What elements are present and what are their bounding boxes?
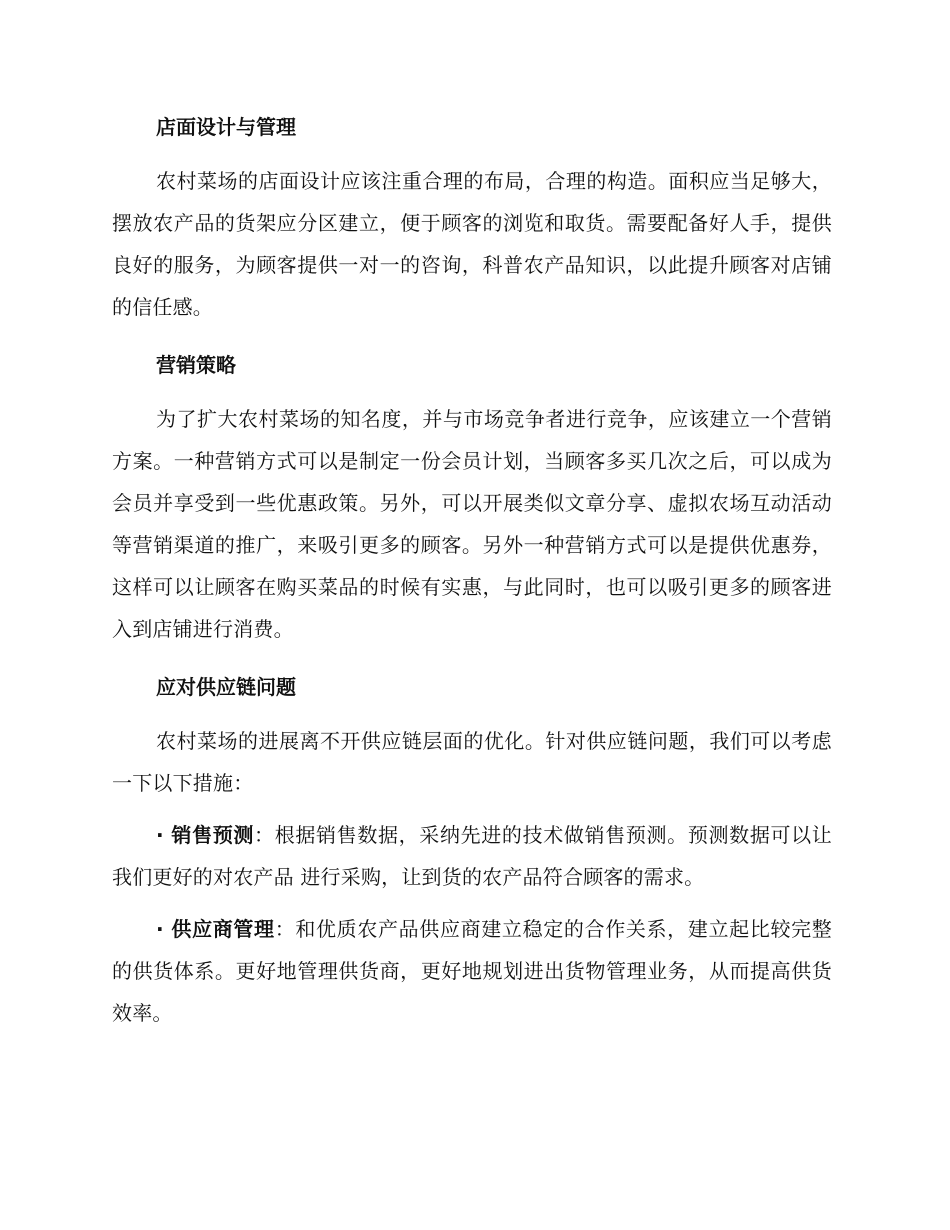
- section-heading-storefront: 店面设计与管理: [156, 115, 296, 139]
- section-paragraph-storefront: 农村菜场的店面设计应该注重合理的布局，合理的构造。面积应当足够大，摆放农产品的货架应分区建立，便于顾客的浏览和取货。需要配备好人手，提供良好的服务，为顾客提供一对一的咨询，科普农产品知识，以此提升顾客对店铺的信任感。: [112, 169, 832, 319]
- section-heading-marketing: 营销策略: [156, 353, 236, 377]
- section-paragraph-marketing: 为了扩大农村菜场的知名度，并与市场竞争者进行竞争，应该建立一个营销方案。一种营销方式可以是制定一份会员计划，当顾客多买几次之后，可以成为会员并享受到一些优惠政策。另外，可以开展类似文章分享、虚拟农场互动活动等营销渠道的推广，来吸引更多的顾客。另外一种营销方式可以是提供优惠券，这样可以让顾客在购买菜品的时候有实惠，与此同时，也可以吸引更多的顾客进入到店铺进行消费。: [112, 407, 832, 641]
- bullet-text-supplier-management: ：和优质农产品供应商建立稳定的合作关系，建立起比较完整的供货体系。更好地管理供货商，更好地规划进出货物管理业务，从而提高供货效率。: [112, 917, 832, 1025]
- bullet-item-sales-forecast: [112, 814, 832, 898]
- section-heading-supply-chain: 应对供应链问题: [156, 675, 296, 699]
- bullet-item-supplier-management: [112, 908, 832, 1034]
- section-paragraph-supply-chain: 农村菜场的进展离不开供应链层面的优化。针对供应链问题，我们可以考虑一下以下措施：: [112, 729, 832, 795]
- bullet-text-sales-forecast: ：根据销售数据，采纳先进的技术做销售预测。预测数据可以让我们更好的对农产品 进行采购，让到货的农产品符合顾客的需求。: [112, 823, 832, 889]
- bullet-term-supplier-management: · 供应商管理: [156, 917, 275, 941]
- bullet-term-sales-forecast: · 销售预测: [156, 823, 255, 847]
- document-content: [112, 104, 832, 1034]
